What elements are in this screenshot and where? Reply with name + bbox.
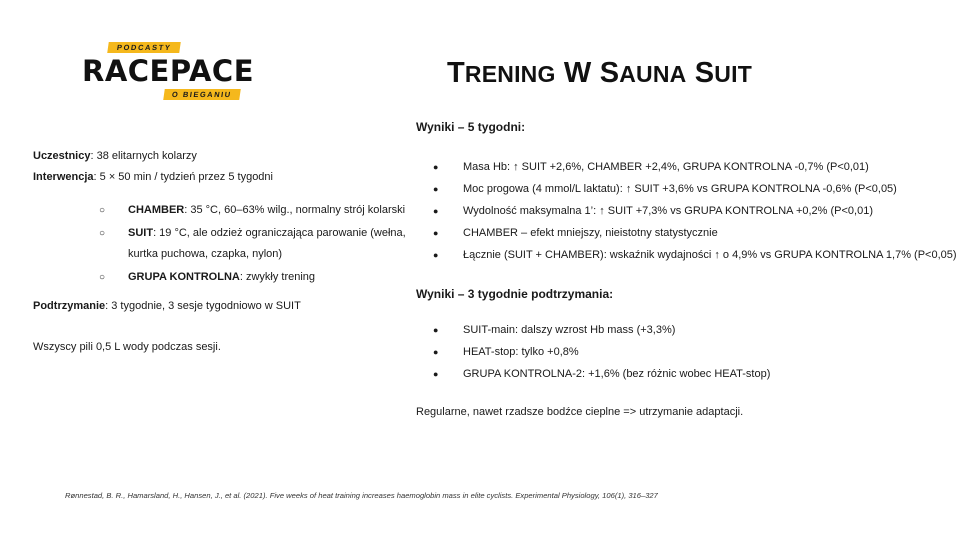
logo-word-left: RACE — [82, 54, 170, 88]
title-cap-s1: S — [599, 57, 620, 89]
bullet-icon: ● — [433, 325, 439, 335]
participants-line — [33, 146, 408, 167]
list-item — [433, 222, 946, 244]
title-cap-t: T — [447, 57, 465, 89]
group-list — [99, 200, 408, 288]
list-item — [433, 319, 946, 341]
title-rest-uit: UIT — [714, 61, 752, 87]
circle-bullet-icon: ○ — [99, 272, 106, 283]
list-item — [433, 244, 957, 266]
results-3-weeks-list — [433, 319, 946, 385]
bullet-icon: ● — [433, 162, 439, 172]
group-desc: : 19 °C, ale odzież ograniczająca parowanie (wełna, kurtka puchowa, czapka, nylon) — [128, 227, 406, 260]
result-text: Moc progowa (4 mmol/L laktatu): ↑ SUIT +3,6% vs GRUPA KONTROLNA -0,6% (P<0,05) — [463, 183, 897, 195]
result-text: Łącznie (SUIT + CHAMBER): wskaźnik wydajności ↑ o 4,9% vs GRUPA KONTROLNA 1,7% (P<0,05) — [463, 249, 957, 261]
title-cap-s2: S — [694, 57, 715, 89]
bullet-icon: ● — [433, 250, 439, 260]
bullet-icon: ● — [433, 228, 439, 238]
bullet-icon: ● — [433, 184, 439, 194]
study-design-column — [33, 146, 408, 358]
intervention-value: : 5 × 50 min / tydzień przez 5 tygodni — [93, 171, 273, 183]
list-item — [433, 200, 946, 222]
result-text: Wydolność maksymalna 1’: ↑ SUIT +7,3% vs GRUPA KONTROLNA +0,2% (P<0,01) — [463, 205, 874, 217]
logo-bottom-tag: O BIEGANIU — [163, 89, 240, 100]
logo-top-tag: PODCASTY — [107, 42, 181, 53]
list-item — [433, 363, 946, 385]
logo-word-right: PACE — [169, 54, 255, 88]
result-text: Masa Hb: ↑ SUIT +2,6%, CHAMBER +2,4%, GRUPA KONTROLNA -0,7% (P<0,01) — [463, 161, 869, 173]
group-name: CHAMBER — [128, 204, 185, 216]
water-note: Wszyscy pili 0,5 L wody podczas sesji. — [33, 341, 221, 353]
title-rest-auna: AUNA — [619, 61, 687, 87]
bullet-icon: ● — [433, 369, 439, 379]
maintenance-line — [33, 296, 408, 317]
circle-bullet-icon: ○ — [99, 205, 106, 216]
result-text: SUIT-main: dalszy wzrost Hb mass (+3,3%) — [463, 324, 676, 336]
result-text: HEAT-stop: tylko +0,8% — [463, 346, 579, 358]
participants-label: Uczestnicy — [33, 150, 91, 162]
result-text: GRUPA KONTROLNA-2: +1,6% (bez różnic wobec HEAT-stop) — [463, 368, 771, 380]
title-cap-w: W — [563, 57, 592, 89]
group-desc: : zwykły trening — [239, 271, 316, 283]
maintenance-value: : 3 tygodnie, 3 sesje tygodniowo w SUIT — [105, 300, 301, 312]
list-item — [99, 223, 408, 265]
list-item — [99, 200, 408, 221]
results-3-weeks-heading: Wyniki – 3 tygodnie podtrzymania: — [416, 287, 614, 301]
results-5-weeks-heading: Wyniki – 5 tygodni: — [416, 120, 526, 134]
logo-wordmark — [82, 54, 254, 88]
intervention-line — [33, 167, 408, 188]
list-item — [433, 178, 946, 200]
group-name: GRUPA KONTROLNA — [128, 271, 240, 283]
group-desc: : 35 °C, 60–63% wilg., normalny strój kolarski — [184, 204, 406, 216]
list-item — [99, 267, 408, 288]
results-5-weeks-list — [433, 156, 957, 266]
participants-value: : 38 elitarnych kolarzy — [90, 150, 197, 162]
group-name: SUIT — [128, 227, 154, 239]
slide-title — [447, 57, 752, 90]
result-text: CHAMBER – efekt mniejszy, nieistotny statystycznie — [463, 227, 718, 239]
intervention-label: Interwencja — [33, 171, 94, 183]
summary-text: Regularne, nawet rzadsze bodźce cieplne => utrzymanie adaptacji. — [416, 406, 744, 418]
racepace-logo — [80, 42, 260, 102]
circle-bullet-icon: ○ — [99, 228, 106, 239]
bullet-icon: ● — [433, 347, 439, 357]
bullet-icon: ● — [433, 206, 439, 216]
title-rest-rening: RENING — [464, 61, 556, 87]
citation: Rønnestad, B. R., Hamarsland, H., Hansen, J., et al. (2021). Five weeks of heat training increases haemoglobin mass in elite cyclists. Experimental Physiology, 106(1), 316–327 — [65, 491, 658, 500]
list-item — [433, 156, 946, 178]
maintenance-label: Podtrzymanie — [33, 300, 106, 312]
results-column — [416, 116, 957, 423]
list-item — [433, 341, 946, 363]
